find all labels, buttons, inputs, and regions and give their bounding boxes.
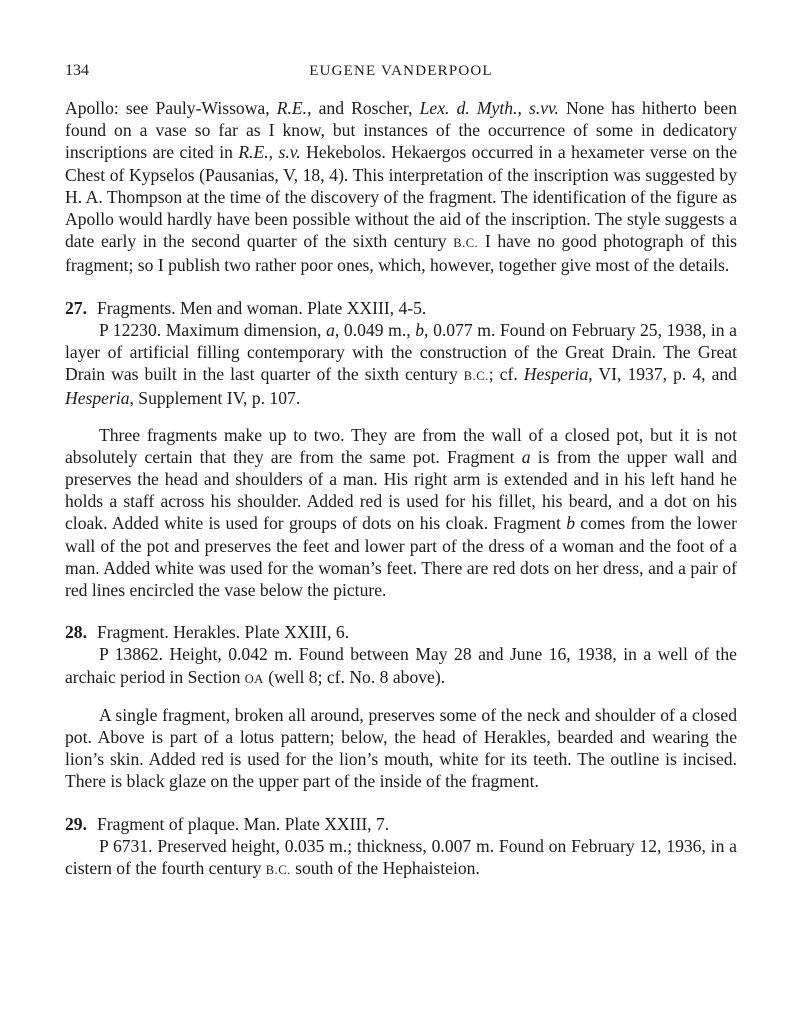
entry-27-description: Three fragments make up to two. They are from the wall of a closed pot, but it is not absolutely certain that they are from the same pot. Fragment a is from the upper wall and preserves the head and shoulders of a man. His right arm is extended and in his left hand he holds a staff across his shoulder. Added red is used for his fillet, his beard, and a dot on his cloak. Added white is used for groups of dots on his cloak. Fragment b comes from the lower wall of the pot and preserves the feet and lower part of the dress of a woman and the foot of a man. Added white was used for the woman’s feet. There are red dots on her dress, and a pair of red lines encircled the vase below the picture.	[65, 424, 737, 601]
entry-title: Fragment. Herakles. Plate XXIII, 6.	[97, 622, 350, 643]
entry-number: 28.	[65, 622, 87, 643]
page-header	[65, 58, 737, 88]
entry-title: Fragments. Men and woman. Plate XXIII, 4-5.	[97, 297, 427, 318]
page	[65, 58, 737, 881]
entry-title: Fragment of plaque. Man. Plate XXIII, 7.	[97, 813, 390, 834]
page-number: 134	[65, 62, 89, 79]
entry-number: 29.	[65, 813, 87, 834]
intro-paragraph: Apollo: see Pauly-Wissowa, R.E., and Roscher, Lex. d. Myth., s.vv. None has hitherto been found on a vase so far as I know, but instances of the occurrence of some in dedicatory inscriptions are cited in R.E., s.v. Hekebolos. Hekaergos occurred in a hexameter verse on the Chest of Kypselos (Pausanias, V, 18, 4). This interpretation of the inscription was suggested by H. A. Thompson at the time of the discovery of the fragment. The identification of the figure as Apollo would hardly have been possible without the aid of the inscription. The style suggests a date early in the second quarter of the sixth century B.C. I have no good photograph of this fragment; so I publish two rather poor ones, which, however, together give most of the details.	[65, 98, 738, 276]
entry-28-description: A single fragment, broken all around, preserves some of the neck and shoulder of a closed pot. Above is part of a lotus pattern; below, the head of Herakles, bearded and wearing the lion’s skin. Added red is used for the lion’s mouth, white for its teeth. The outline is incised. There is black glaze on the upper part of the inside of the fragment.	[65, 704, 737, 792]
entry-27-catalog: P 12230. Maximum dimension, a, 0.049 m., b, 0.077 m. Found on February 25, 1938, in a layer of artificial filling contemporary with the construction of the Great Drain. The Great Drain was built in the last quarter of the sixth century B.C.; cf. Hesperia, VI, 1937, p. 4, and Hesperia, Supplement IV, p. 107.	[65, 319, 737, 409]
entry-28-heading	[65, 621, 737, 643]
entry-28-catalog: P 13862. Height, 0.042 m. Found between May 28 and June 16, 1938, in a well of the archaic period in Section OA (well 8; cf. No. 8 above).	[65, 644, 737, 687]
entry-29-heading	[65, 813, 737, 835]
entry-27-heading	[65, 297, 737, 319]
running-head: EUGENE VANDERPOOL	[309, 63, 493, 79]
entry-number: 27.	[65, 297, 87, 318]
entry-29-catalog: P 6731. Preserved height, 0.035 m.; thickness, 0.007 m. Found on February 12, 1936, in a cistern of the fourth century B.C. south of the Hephaisteion.	[65, 835, 737, 879]
